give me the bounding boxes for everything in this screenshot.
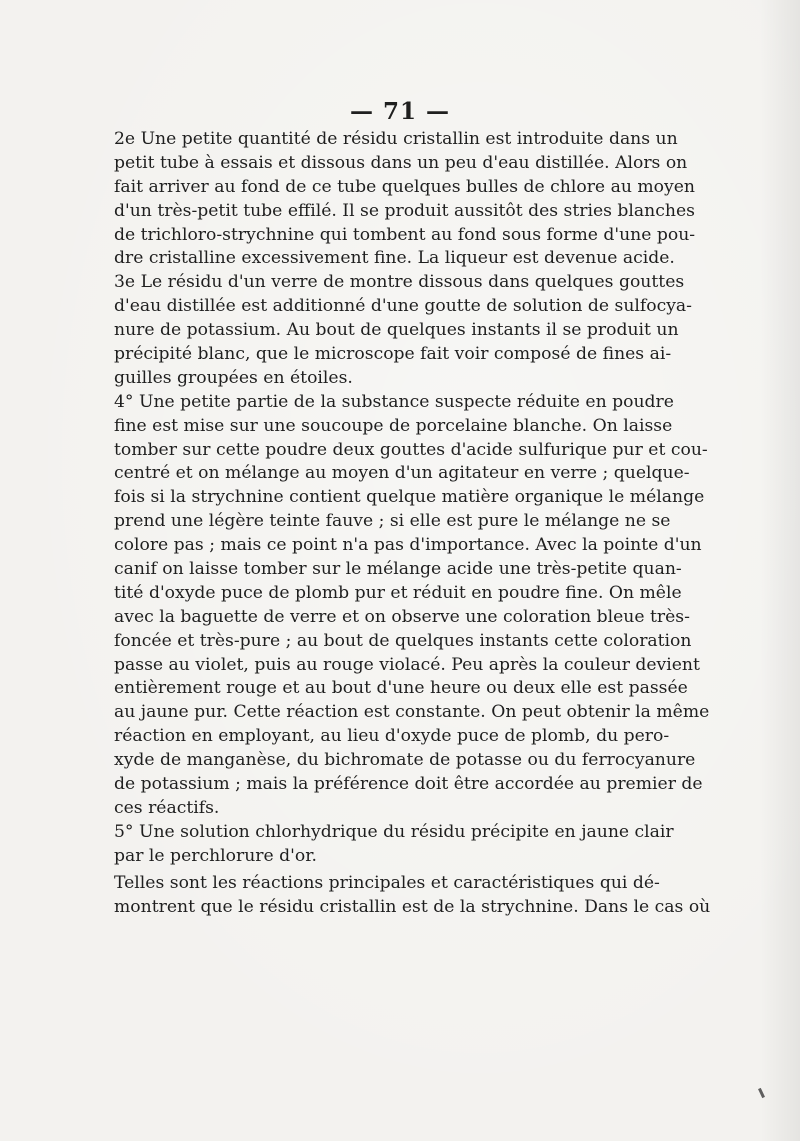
paragraph-conclusion [114, 872, 711, 920]
paragraph-3 [114, 271, 692, 390]
text-line: canif on laisse tomber sur le mélange acide une très-petite quan- [114, 559, 682, 580]
text-line: par le perchlorure d'or. [114, 845, 317, 866]
text-line: avec la baguette de verre et on observe une coloration bleue très- [114, 606, 690, 627]
text-line: montrent que le résidu cristallin est de la strychnine. Dans le cas où [114, 896, 711, 917]
body-text [114, 128, 711, 919]
text-line: fine est mise sur une soucoupe de porcelaine blanche. On laisse [114, 415, 673, 436]
text-line: au jaune pur. Cette réaction est constante. On peut obtenir la même [114, 702, 710, 723]
text-line: Telles sont les réactions principales et caractéristiques qui dé- [114, 872, 660, 893]
text-line: passe au violet, puis au rouge violacé. Peu après la couleur devient [114, 654, 700, 675]
text-line: réaction en employant, au lieu d'oxyde puce de plomb, du pero- [114, 726, 670, 747]
text-line: ces réactifs. [114, 797, 220, 818]
text-line: 5° Une solution chlorhydrique du résidu précipite en jaune clair [114, 821, 674, 842]
text-line: centré et on mélange au moyen d'un agitateur en verre ; quelque- [114, 463, 690, 484]
text-line: prend une légère teinte fauve ; si elle est pure le mélange ne se [114, 511, 671, 532]
text-line: précipité blanc, que le microscope fait voir composé de fines ai- [114, 344, 672, 365]
page-edge-shadow [760, 0, 800, 1141]
text-line: xyde de manganèse, du bichromate de potasse ou du ferrocyanure [114, 750, 696, 771]
text-line: entièrement rouge et au bout d'une heure ou deux elle est passée [114, 678, 688, 699]
text-line: foncée et très-pure ; au bout de quelques instants cette coloration [114, 630, 692, 651]
text-line: colore pas ; mais ce point n'a pas d'importance. Avec la pointe d'un [114, 535, 702, 556]
paragraph-2 [114, 128, 696, 271]
text-line: 3e Le résidu d'un verre de montre dissous dans quelques gouttes [114, 272, 685, 293]
text-line: 4° Une petite partie de la substance suspecte réduite en poudre [114, 391, 674, 412]
text-line: de potassium ; mais la préférence doit être accordée au premier de [114, 774, 703, 795]
text-line: petit tube à essais et dissous dans un peu d'eau distillée. Alors on [114, 152, 688, 173]
text-line: fait arriver au fond de ce tube quelques bulles de chlore au moyen [114, 176, 695, 197]
text-line: tité d'oxyde puce de plomb pur et réduit en poudre fine. On mêle [114, 582, 682, 603]
page-number: — 71 — [349, 98, 451, 125]
text-line: guilles groupées en étoiles. [114, 367, 353, 388]
text-line: tomber sur cette poudre deux gouttes d'acide sulfurique pur et cou- [114, 439, 708, 460]
text-line: 2e Une petite quantité de résidu cristallin est introduite dans un [114, 129, 678, 149]
text-line: d'eau distillée est additionné d'une goutte de solution de sulfocya- [114, 296, 692, 317]
text-line: dre cristalline excessivement fine. La liqueur est devenue acide. [114, 248, 675, 269]
text-line: d'un très-petit tube effilé. Il se produit aussitôt des stries blanches [114, 200, 695, 221]
text-line: nure de potassium. Au bout de quelques instants il se produit un [114, 320, 679, 341]
paragraph-4 [114, 391, 710, 821]
paragraph-5 [114, 821, 674, 869]
text-line: fois si la strychnine contient quelque matière organique le mélange [114, 487, 705, 508]
text-line: de trichloro-strychnine qui tombent au fond sous forme d'une pou- [114, 224, 696, 245]
